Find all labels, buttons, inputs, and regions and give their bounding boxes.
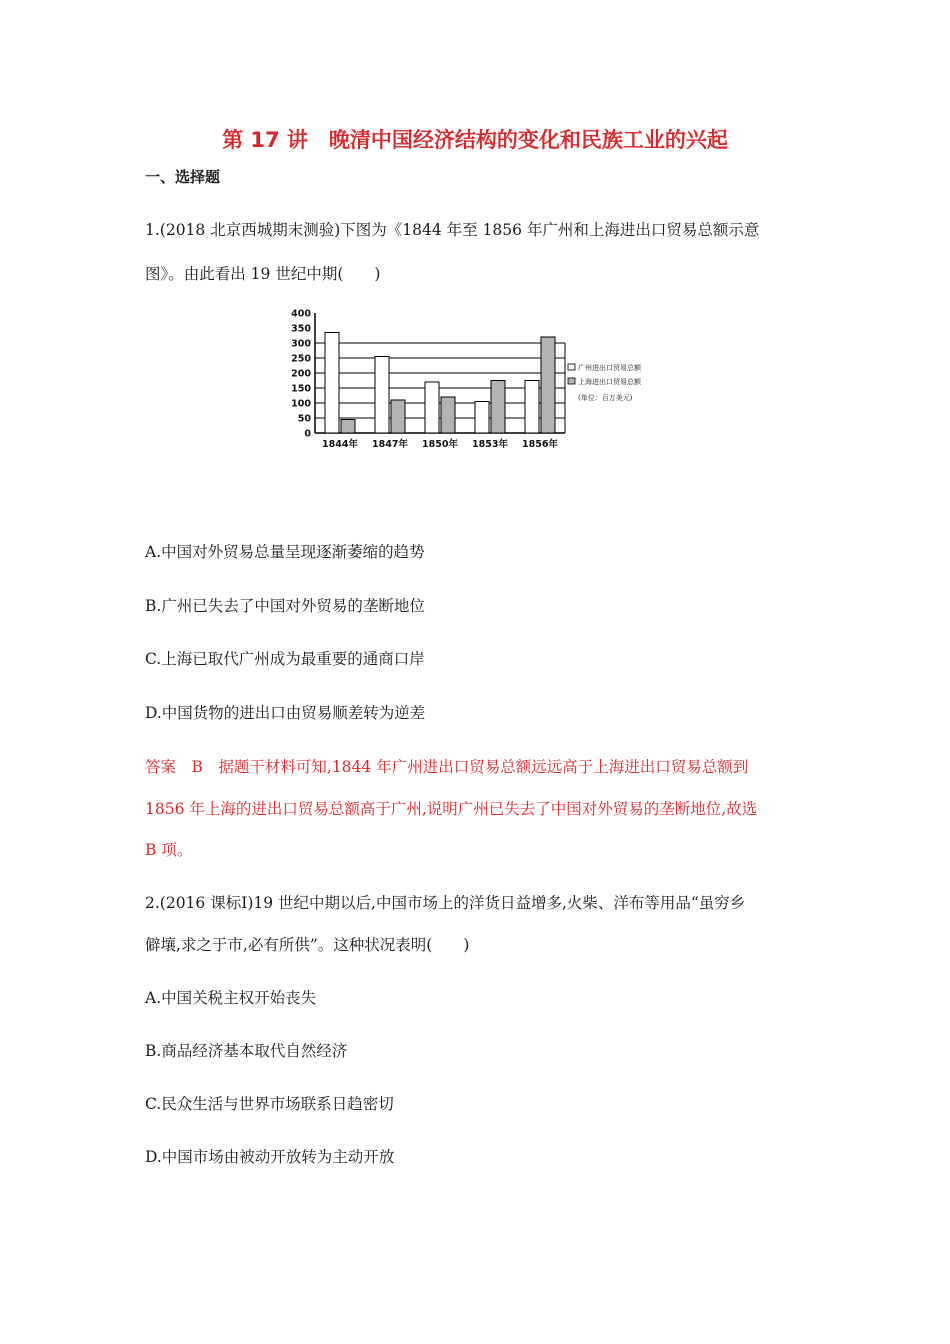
q1-option-b: B.广州已失去了中国对外贸易的垄断地位 — [145, 597, 425, 615]
y-tick-label: 300 — [291, 338, 311, 350]
bar-guangzhou — [475, 402, 489, 434]
y-tick-label: 400 — [291, 308, 311, 320]
legend-label: 上海进出口贸易总额 — [578, 378, 641, 386]
q2-option-a: A.中国关税主权开始丧失 — [145, 989, 317, 1007]
q1-option-a: A.中国对外贸易总量呈现逐渐萎缩的趋势 — [145, 543, 425, 561]
legend-swatch — [568, 364, 575, 370]
bar-shanghai — [391, 400, 405, 433]
y-tick-label: 50 — [297, 413, 311, 425]
q1-stem-line2: 图》。由此看出 19 世纪中期( ) — [145, 265, 381, 283]
y-tick-label: 250 — [291, 353, 311, 365]
x-tick-label: 1847年 — [372, 439, 408, 450]
bar-shanghai — [491, 381, 505, 434]
section-heading: 一、选择题 — [145, 168, 221, 186]
page-title: 第 17 讲 晚清中国经济结构的变化和民族工业的兴起 — [222, 128, 728, 152]
x-tick-label: 1844年 — [322, 439, 358, 450]
legend-label: 广州进出口贸易总额 — [578, 364, 641, 372]
bar-guangzhou — [325, 333, 339, 434]
y-tick-label: 0 — [304, 428, 311, 440]
q1-answer-line2: 1856 年上海的进出口贸易总额高于广州,说明广州已失去了中国对外贸易的垄断地位,故选 — [145, 800, 758, 818]
bar-guangzhou — [375, 357, 389, 434]
y-tick-label: 200 — [291, 368, 311, 380]
q1-stem-line1: 1.(2018 北京西城期末测验)下图为《1844 年至 1856 年广州和上海进出口贸易总额示意 — [145, 221, 760, 239]
bar-shanghai — [441, 397, 455, 433]
x-tick-label: 1856年 — [522, 439, 558, 450]
y-tick-label: 100 — [291, 398, 311, 410]
legend-unit-note: (单位：百万美元) — [578, 394, 633, 402]
bar-guangzhou — [525, 381, 539, 434]
q2-stem-line2: 僻壤,求之于市,必有所供”。这种状况表明( ) — [145, 936, 470, 954]
x-tick-label: 1850年 — [422, 439, 458, 450]
q2-option-b: B.商品经济基本取代自然经济 — [145, 1042, 348, 1060]
y-tick-label: 350 — [291, 323, 311, 335]
legend-swatch — [568, 378, 575, 384]
trade-bar-chart — [285, 305, 665, 455]
q1-answer-line1: 答案 B 据题干材料可知,1844 年广州进出口贸易总额远远高于上海进出口贸易总额到 — [145, 758, 749, 776]
q1-answer-line3: B 项。 — [145, 841, 193, 859]
x-tick-label: 1853年 — [472, 439, 508, 450]
bar-shanghai — [541, 337, 555, 433]
q2-stem-line1: 2.(2016 课标Ⅰ)19 世纪中期以后,中国市场上的洋货日益增多,火柴、洋布等用品“虽穷乡 — [145, 894, 746, 912]
q1-option-d: D.中国货物的进出口由贸易顺差转为逆差 — [145, 704, 426, 722]
y-tick-label: 150 — [291, 383, 311, 395]
q2-option-d: D.中国市场由被动开放转为主动开放 — [145, 1148, 395, 1166]
bar-shanghai — [341, 420, 355, 434]
q2-option-c: C.民众生活与世界市场联系日趋密切 — [145, 1095, 394, 1113]
q1-option-c: C.上海已取代广州成为最重要的通商口岸 — [145, 650, 425, 668]
bar-guangzhou — [425, 382, 439, 433]
